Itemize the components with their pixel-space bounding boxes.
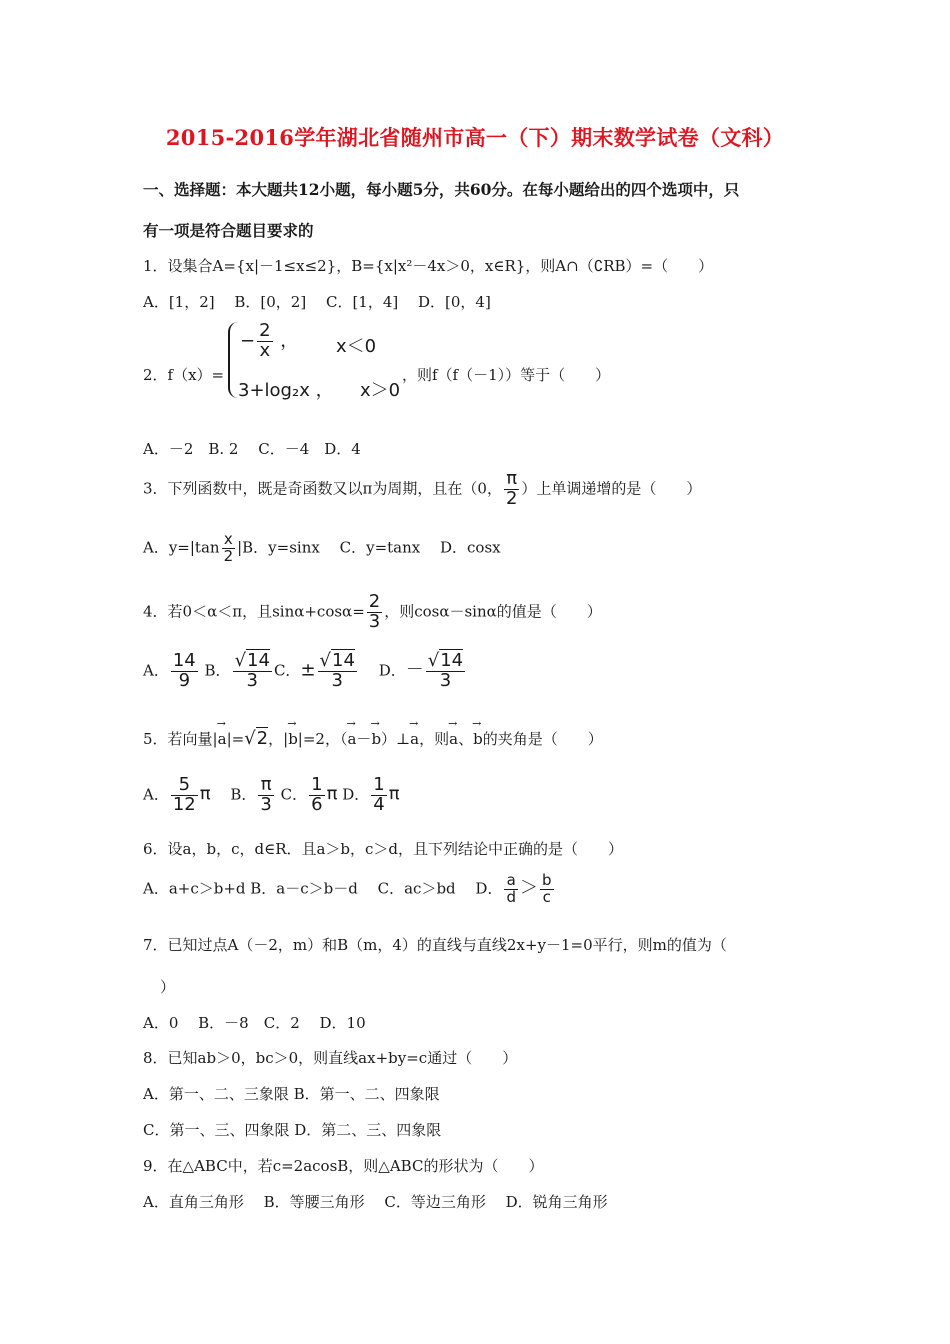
vector-a-4: → a (449, 730, 458, 748)
q6-options-text: A．a+c＞b+d B．a－c＞b－d C．ac＞bd D． (143, 879, 503, 898)
q3-opt-a-fraction (222, 532, 236, 565)
q5-opt-b-label: B． (230, 785, 257, 804)
q5-stem-d: － (356, 730, 372, 748)
q6-opt-d-num-1: a (504, 873, 518, 890)
question-4-options (143, 652, 467, 691)
q5-opt-a-den: 12 (172, 793, 196, 815)
section-heading-line2: 有一项是符合题目要求的 (143, 221, 314, 240)
q4-opt-b-fraction (233, 652, 272, 691)
q5-stem-b: ，| (268, 730, 289, 748)
q5-opt-b-num: π (258, 776, 273, 796)
q6-opt-d-frac-2 (540, 873, 554, 906)
q4-opt-a-den: 9 (178, 669, 191, 691)
q6-opt-d-den-2: c (542, 887, 551, 906)
question-8-options-2: C．第一、三、四象限 D．第二、三、四象限 (143, 1121, 442, 1139)
vector-b: → b (288, 730, 298, 748)
question-8-stem: 8．已知ab＞0，bc＞0，则直线ax+by=c通过（ ） (143, 1049, 518, 1067)
question-5-stem (143, 728, 603, 749)
case1-fraction (257, 322, 272, 361)
question-9-stem: 9．在△ABC中，若c=2acosB，则△ABC的形状为（ ） (143, 1157, 544, 1175)
question-2-prefix: 2．f（x）= (143, 366, 225, 384)
q5-opt-d-label: D． (342, 785, 370, 804)
q3-fraction (504, 470, 519, 509)
q5-opt-a-label: A． (143, 785, 169, 804)
q5-stem-f: ，则 (419, 730, 450, 748)
q5-opt-d-fraction (371, 776, 386, 815)
question-7-line1: 7．已知过点A（－2，m）和B（m，4）的直线与直线2x+y－1=0平行，则m的值为（ (143, 936, 727, 954)
q4-opt-a-num: 14 (172, 650, 196, 671)
case1-numerator: 2 (259, 320, 271, 341)
q4-opt-b-num: √14 (234, 650, 270, 671)
section-heading-line1: 一、选择题：本大题共12小题，每小题5分，共60分。在每小题给出的四个选项中，只 (143, 180, 740, 199)
minus-sign: − (240, 330, 256, 352)
q5-sqrt: √2 (244, 728, 269, 749)
question-1-options: A．[1，2] B．[0，2] C．[1，4] D．[0，4] (143, 293, 491, 311)
question-7-line2: ） (160, 978, 176, 996)
piecewise-case-2: 3+log₂x ， (238, 380, 334, 401)
question-2-options: A．－2 B. 2 C．－4 D．4 (143, 440, 361, 458)
q6-opt-d-num-2: b (541, 871, 552, 889)
q5-opt-a-num: 5 (171, 776, 198, 796)
q4-opt-b-label: B． (204, 661, 231, 680)
q4-fraction (367, 593, 382, 632)
question-5-options (143, 776, 400, 815)
q5-eq: |= (226, 730, 245, 748)
q4-opt-d-den: 3 (439, 669, 452, 691)
q4-opt-c-den: 3 (331, 669, 343, 691)
q5-stem-g: 、 (458, 730, 474, 748)
q5-stem-a: 5．若向量| (143, 730, 218, 748)
question-6-stem: 6．设a，b，c，d∈R．且a＞b，c＞d，且下列结论中正确的是（ ） (143, 840, 624, 858)
q4-opt-b-radicand: 14 (247, 650, 270, 671)
piecewise-cond-2: x＞0 (360, 380, 401, 401)
question-8-options-1: A．第一、二、三象限 B．第一、二、四象限 (143, 1085, 440, 1103)
q5-opt-d-pi: π (388, 783, 400, 805)
case1-denominator: x (259, 339, 271, 361)
vector-a: → a (218, 730, 227, 748)
q5-opt-b-den: 3 (260, 793, 272, 815)
question-3-options (143, 532, 501, 565)
piecewise-cond-1: x＜0 (336, 336, 377, 357)
q5-sqrt-radicand: 2 (256, 728, 269, 749)
q4-opt-c-sign: ± (300, 659, 316, 681)
q4-stem-a: 4．若0＜α＜π，且sinα+cosα= (143, 602, 365, 621)
q3-opt-a-prefix: A．y=|tan (143, 538, 220, 557)
question-2-suffix: ，则f（f（－1））等于（ ） (402, 366, 611, 384)
q5-opt-d-den: 4 (373, 793, 385, 815)
q5-opt-a-pi: π (199, 783, 211, 805)
q5-stem-h: 的夹角是（ ） (482, 730, 603, 748)
question-4-stem (143, 593, 602, 632)
vector-b-3: → b (473, 730, 483, 748)
q4-opt-c-radicand: 14 (332, 650, 355, 671)
q4-opt-d-label: D． (378, 661, 406, 680)
question-7-options: A．0 B．－8 C．2 D．10 (143, 1014, 366, 1032)
q5-opt-c-num: 1 (311, 774, 323, 795)
q5-opt-c-pi: π (326, 783, 338, 805)
q4-opt-c-num: √14 (319, 650, 355, 671)
q3-opt-a-den: 2 (223, 546, 234, 565)
question-3-stem (143, 470, 701, 509)
q6-opt-d-frac-1 (504, 873, 518, 906)
q4-opt-c-fraction (318, 652, 357, 691)
q4-opt-c-label: C． (273, 661, 301, 680)
vector-a-2: → a (347, 730, 356, 748)
q6-opt-d-gt: ＞ (519, 877, 538, 899)
piecewise-brace (228, 322, 238, 398)
q6-opt-d-den-1: d (506, 887, 516, 906)
q5-opt-c-fraction (309, 776, 324, 815)
question-9-options: A．直角三角形 B．等腰三角形 C．等边三角形 D．锐角三角形 (143, 1193, 608, 1211)
q4-stem-b: ，则cosα－sinα的值是（ ） (384, 602, 602, 621)
q5-stem-c: |=2，（ (297, 730, 348, 748)
question-1-stem: 1．设集合A={x|－1≤x≤2}，B={x|x²－4x＞0，x∈R}，则A∩（∁RB）=（ ） (143, 257, 714, 275)
q4-frac-num: 2 (368, 591, 381, 612)
q4-opt-d-fraction (426, 652, 465, 691)
q4-opt-d-num: √14 (427, 650, 464, 671)
q4-frac-den: 3 (368, 610, 381, 632)
q4-opt-d-radicand: 14 (440, 650, 464, 671)
q5-opt-d-num: 1 (373, 774, 385, 795)
q3-opt-a-num: x (222, 532, 236, 549)
question-6-options (143, 873, 556, 906)
q5-opt-b-fraction (258, 776, 273, 815)
q4-opt-d-sign: － (405, 659, 424, 681)
q3-stem-a: 3．下列函数中，既是奇函数又以π为周期，且在（0， (143, 479, 502, 498)
vector-b-2: → b (371, 730, 381, 748)
q5-opt-c-label: C． (280, 785, 308, 804)
q5-opt-c-den: 6 (311, 793, 323, 815)
q4-opt-b-den: 3 (246, 669, 258, 691)
q4-opt-a-label: A． (143, 661, 169, 680)
q5-opt-a-fraction (171, 776, 198, 815)
page-title: 2015-2016学年湖北省随州市高一（下）期末数学试卷（文科） (165, 125, 785, 150)
q3-frac-den: 2 (505, 487, 518, 509)
q4-opt-a-fraction (171, 652, 198, 691)
vector-a-3: → a (410, 730, 419, 748)
q3-frac-num: π (504, 470, 519, 490)
q5-stem-e: ）⊥ (381, 730, 411, 748)
q3-stem-b: ）上单调递增的是（ ） (521, 479, 702, 498)
piecewise-case-1: − $\frac{2}{x}$ ， (240, 320, 299, 361)
q3-opt-rest: |B．y=sinx C．y=tanx D．cosx (237, 538, 501, 557)
